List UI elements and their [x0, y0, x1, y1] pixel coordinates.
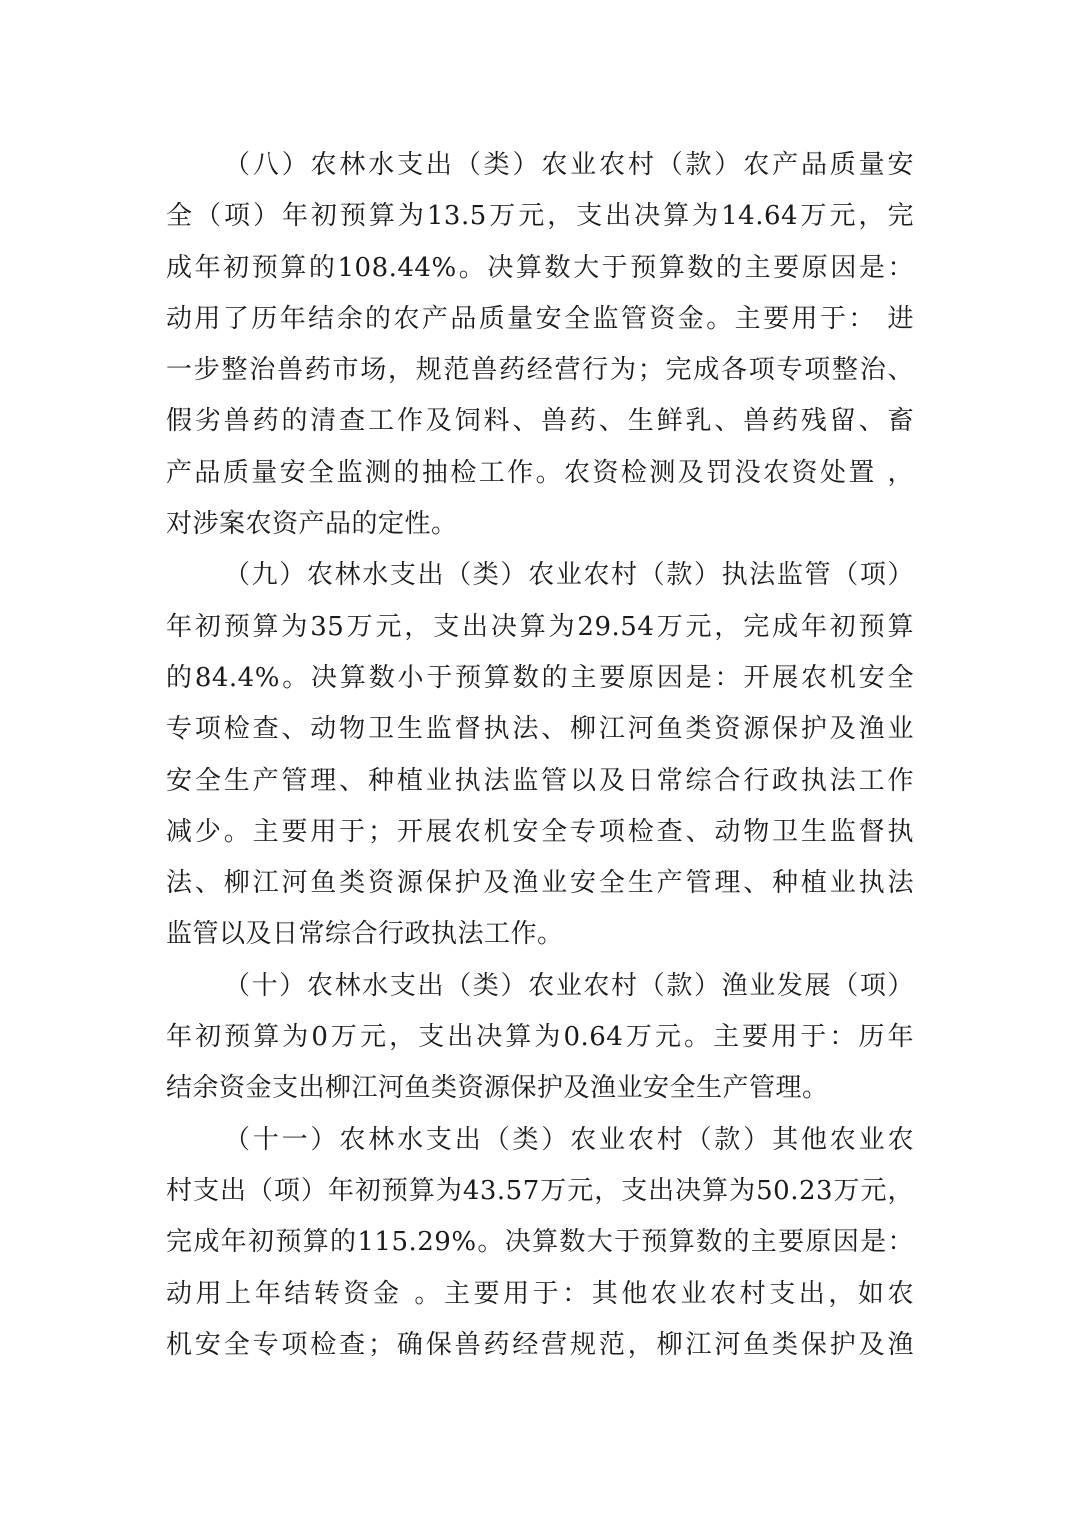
- paragraph-line: 村支出（项）年初预算为43.57万元，支出决算为50.23万元，: [166, 1175, 914, 1206]
- paragraph-line: 年初预算为0万元，支出决算为0.64万元。主要用于：历年: [166, 1022, 914, 1053]
- paragraph-item-9: [166, 550, 914, 960]
- paragraph-line: 机安全专项检查；确保兽药经营规范，柳江河鱼类保护及渔: [166, 1329, 914, 1360]
- paragraph-line: 减少。主要用于；开展农机安全专项检查、动物卫生监督执: [166, 816, 914, 847]
- paragraph-line: 完成年初预算的115.29%。决算数大于预算数的主要原因是：: [166, 1227, 914, 1258]
- document-body: [166, 140, 914, 1371]
- paragraph-line: 监管以及日常综合行政执法工作。: [166, 919, 564, 950]
- paragraph-line: 全（项）年初预算为13.5万元，支出决算为14.64万元，完: [166, 201, 914, 232]
- paragraph-line: （十一）农林水支出（类）农业农村（款）其他农业农: [224, 1124, 914, 1155]
- paragraph-line: （九）农林水支出（类）农业农村（款）执法监管（项）: [224, 560, 914, 591]
- paragraph-line: 产品质量安全监测的抽检工作。农资检测及罚没农资处置 ，: [166, 457, 914, 488]
- paragraph-line: 安全生产管理、种植业执法监管以及日常综合行政执法工作: [166, 765, 914, 796]
- paragraph-line: 动用上年结转资金 。主要用于：其他农业农村支出，如农: [166, 1278, 914, 1309]
- paragraph-item-8: [166, 140, 914, 550]
- paragraph-line: 年初预算为35万元，支出决算为29.54万元，完成年初预算: [166, 611, 914, 642]
- paragraph-line: 专项检查、动物卫生监督执法、柳江河鱼类资源保护及渔业: [166, 714, 914, 745]
- paragraph-line: 法、柳江河鱼类资源保护及渔业安全生产管理、种植业执法: [166, 868, 914, 899]
- paragraph-line: 成年初预算的108.44%。决算数大于预算数的主要原因是：: [166, 252, 914, 283]
- paragraph-line: 结余资金支出柳江河鱼类资源保护及渔业安全生产管理。: [166, 1073, 829, 1104]
- paragraph-item-10: [166, 961, 914, 1115]
- paragraph-line: （十）农林水支出（类）农业农村（款）渔业发展（项）: [224, 970, 914, 1001]
- paragraph-line: 假劣兽药的清查工作及饲料、兽药、生鲜乳、兽药残留、畜: [166, 406, 914, 437]
- paragraph-line: 动用了历年结余的农产品质量安全监管资金。主要用于： 进: [166, 303, 914, 334]
- paragraph-line: 的84.4%。决算数小于预算数的主要原因是：开展农机安全: [166, 662, 914, 693]
- paragraph-line: 对涉案农资产品的定性。: [166, 509, 458, 540]
- paragraph-line: 一步整治兽药市场，规范兽药经营行为；完成各项专项整治、: [166, 355, 914, 386]
- paragraph-item-11: [166, 1115, 914, 1371]
- paragraph-line: （八）农林水支出（类）农业农村（款）农产品质量安: [224, 150, 914, 180]
